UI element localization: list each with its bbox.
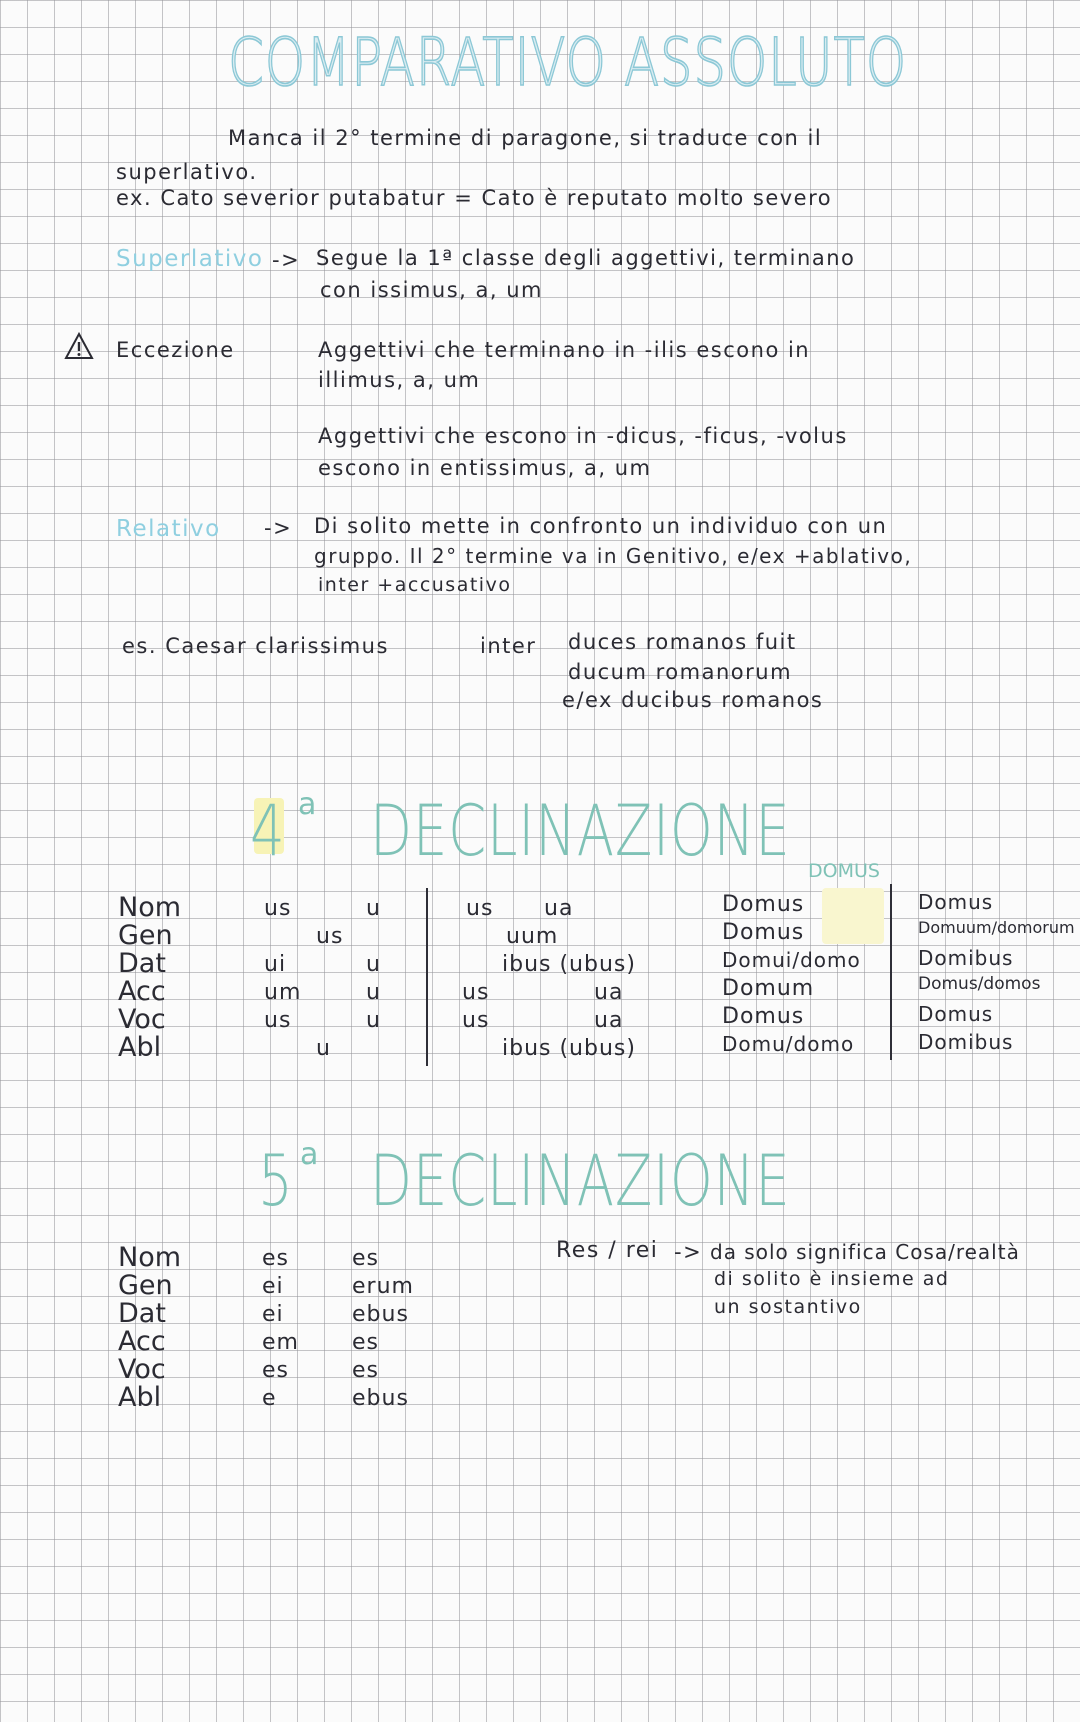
domus-title: DOMUS (808, 860, 880, 882)
decl5-superscript: a (300, 1137, 320, 1172)
res-note-line-3: un sostantivo (714, 1296, 862, 1318)
decl5-plur-abl: ebus (352, 1386, 409, 1411)
relative-example-option-2: ducum romanorum (568, 660, 793, 684)
res-note-line-1: da solo significa Cosa/realtà (710, 1240, 1020, 1264)
domus-plur-gen: Domuum/domorum (918, 918, 1075, 937)
decl4-sing-acc-m: um (264, 980, 302, 1005)
decl5-sing-nom: es (262, 1246, 289, 1271)
relative-label: Relativo (116, 516, 221, 542)
decl4-sing-voc-n: u (366, 1008, 381, 1033)
decl4-sing-dat-n: u (366, 952, 381, 977)
decl4-sing-abl: u (316, 1036, 331, 1061)
decl5-title: DECLINAZIONE (370, 1140, 791, 1222)
domus-plur-abl: Domibus (918, 1030, 1014, 1054)
decl4-sing-voc-m: us (264, 1008, 292, 1033)
decl4-plur-acc-n: ua (594, 980, 624, 1005)
decl4-plur-voc-n: ua (594, 1008, 624, 1033)
decl4-case-acc: Acc (118, 976, 166, 1007)
relative-example-inter: inter (480, 634, 537, 658)
decl4-sing-dat-m: ui (264, 952, 287, 977)
superlative-label: Superlativo (116, 246, 264, 272)
decl5-sing-voc: es (262, 1358, 289, 1383)
decl5-sing-gen: ei (262, 1274, 284, 1299)
decl4-sing-nom-n: u (366, 896, 381, 921)
decl5-case-gen: Gen (118, 1270, 173, 1301)
decl4-case-nom: Nom (118, 892, 182, 923)
decl5-sing-dat: ei (262, 1302, 284, 1327)
comparative-example: ex. Cato severior putabatur = Cato è reputato molto severo (116, 186, 833, 210)
warning-icon (64, 332, 94, 360)
superlative-line-1: Segue la 1ª classe degli aggettivi, terminano (316, 246, 856, 270)
decl4-plur-nom-n: ua (544, 896, 574, 921)
domus-sing-dat: Domui/domo (722, 948, 861, 972)
exception-rule-2-line-2: escono in entissimus, a, um (318, 456, 652, 480)
comparative-line-1: Manca il 2° termine di paragone, si traduce con il (228, 126, 823, 150)
decl4-sing-acc-n: u (366, 980, 381, 1005)
exception-rule-1-line-1: Aggettivi che terminano in -ilis escono in (318, 338, 811, 362)
domus-sing-gen: Domus (722, 920, 805, 945)
superlative-line-2: con issimus, a, um (320, 278, 543, 302)
res-label: Res / rei (556, 1238, 659, 1263)
relative-line-2: gruppo. Il 2° termine va in Genitivo, e/ex +ablativo, (314, 544, 913, 568)
decl4-plur-abl: ibus (ubus) (502, 1036, 636, 1061)
domus-plur-nom: Domus (918, 890, 994, 914)
decl5-case-nom: Nom (118, 1242, 182, 1273)
decl4-case-dat: Dat (118, 948, 166, 979)
decl5-sing-abl: e (262, 1386, 277, 1411)
decl5-case-abl: Abl (118, 1382, 162, 1413)
decl5-plur-gen: erum (352, 1274, 414, 1299)
domus-sing-acc: Domum (722, 976, 815, 1001)
domus-sing-nom: Domus (722, 892, 805, 917)
domus-plur-acc: Domus/domos (918, 974, 1041, 994)
decl4-number: 4 (250, 790, 286, 872)
decl4-plur-voc-m: us (462, 1008, 490, 1033)
decl4-sing-nom-m: us (264, 896, 292, 921)
decl4-sing-gen: us (316, 924, 344, 949)
decl5-plur-acc: es (352, 1330, 379, 1355)
relative-line-1: Di solito mette in confronto un individuo con un (314, 514, 888, 538)
relative-example-option-1: duces romanos fuit (568, 630, 797, 654)
domus-plur-voc: Domus (918, 1002, 994, 1026)
decl5-plur-voc: es (352, 1358, 379, 1383)
comparative-line-2: superlativo. (116, 160, 258, 184)
domus-plur-dat: Domibus (918, 946, 1014, 970)
decl4-case-gen: Gen (118, 920, 173, 951)
decl5-sing-acc: em (262, 1330, 299, 1355)
divider (890, 884, 892, 1060)
exception-rule-2-line-1: Aggettivi che escono in -dicus, -ficus, -volus (318, 424, 848, 448)
relative-arrow: -> (264, 516, 293, 540)
res-arrow: -> (674, 1240, 703, 1264)
decl5-plur-dat: ebus (352, 1302, 409, 1327)
domus-sing-abl: Domu/domo (722, 1032, 855, 1056)
relative-example-prefix: es. Caesar clarissimus (122, 634, 389, 658)
decl4-plur-dat: ibus (ubus) (502, 952, 636, 977)
relative-line-3: inter +accusativo (318, 574, 512, 596)
divider (426, 888, 428, 1066)
decl5-number: 5 (258, 1140, 294, 1222)
decl4-plur-gen: uum (506, 924, 559, 949)
relative-example-option-3: e/ex ducibus romanos (562, 688, 824, 712)
highlight (822, 888, 884, 944)
decl5-case-dat: Dat (118, 1298, 166, 1329)
superlative-arrow: -> (272, 248, 301, 272)
decl4-title: DECLINAZIONE (370, 790, 791, 872)
decl4-case-voc: Voc (118, 1004, 166, 1035)
decl4-superscript: a (298, 787, 318, 822)
page-title: COMPARATIVO ASSOLUTO (228, 24, 908, 101)
exception-label: Eccezione (116, 338, 235, 362)
decl4-plur-nom-m: us (466, 896, 494, 921)
decl4-case-abl: Abl (118, 1032, 162, 1063)
decl4-plur-acc-m: us (462, 980, 490, 1005)
decl5-case-voc: Voc (118, 1354, 166, 1385)
res-note-line-2: di solito è insieme ad (714, 1268, 950, 1290)
decl5-case-acc: Acc (118, 1326, 166, 1357)
domus-sing-voc: Domus (722, 1004, 805, 1029)
exception-rule-1-line-2: illimus, a, um (318, 368, 481, 392)
decl5-plur-nom: es (352, 1246, 379, 1271)
